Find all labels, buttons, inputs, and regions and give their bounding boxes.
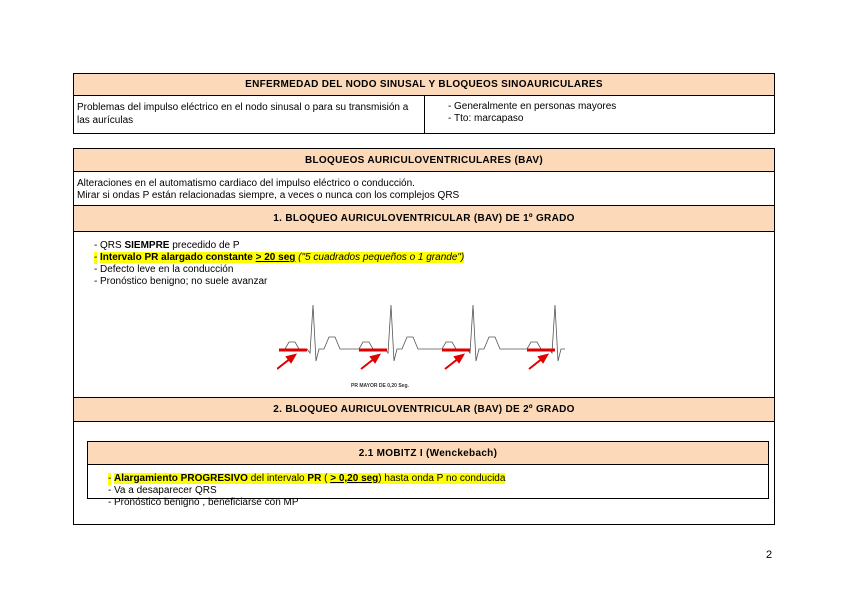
- page-number: 2: [766, 549, 773, 561]
- red-arrow-icon: [445, 355, 463, 369]
- list-item: - Intervalo PR alargado constante > 20 seg ("5 cuadrados pequeños o 1 grande"): [94, 252, 465, 263]
- bav-description-line1: Alteraciones en el automatismo cardiaco del impulso eléctrico o conducción.: [77, 178, 415, 189]
- ecg-caption: PR MAYOR DE 0,20 Seg.: [351, 383, 409, 389]
- bav-table: [73, 148, 775, 525]
- mobitz1-header: 2.1 MOBITZ I (Wenckebach): [88, 442, 768, 465]
- red-arrow-icon: [361, 355, 379, 369]
- ecg-trace: [279, 305, 565, 361]
- list-item: - Pronóstico benigno , beneficiarse con MP: [108, 497, 299, 508]
- red-arrow-icon: [277, 355, 295, 369]
- sinus-node-table: [73, 73, 775, 134]
- bav-description: [74, 172, 774, 206]
- mobitz1-table: [87, 441, 769, 508]
- bav1-content: [74, 232, 774, 398]
- bav-header: BLOQUEOS AURICULOVENTRICULARES (BAV): [74, 149, 774, 172]
- list-item: - Pronóstico benigno; no suele avanzar: [94, 276, 268, 287]
- bav-description-line2: Mirar si ondas P están relacionadas siempre, a veces o nunca con los complejos QRS: [77, 190, 460, 201]
- list-item: - Va a desaparecer QRS: [108, 485, 217, 496]
- sinus-node-notes: [425, 96, 774, 133]
- list-item: - Tto: marcapaso: [448, 113, 524, 124]
- list-item: - Defecto leve en la conducción: [94, 264, 234, 275]
- ecg-strip-image: [277, 301, 567, 396]
- bav2-content: [74, 422, 774, 522]
- bav2-header: 2. BLOQUEO AURICULOVENTRICULAR (BAV) DE 2º GRADO: [74, 398, 774, 422]
- list-item: - QRS SIEMPRE precedido de P: [94, 240, 240, 251]
- list-item: - Generalmente en personas mayores: [448, 101, 617, 112]
- sinus-node-header: ENFERMEDAD DEL NODO SINUSAL Y BLOQUEOS SINOAURICULARES: [74, 74, 774, 96]
- list-item: - Alargamiento PROGRESIVO del intervalo PR ( > 0,20 seg) hasta onda P no conducida: [108, 473, 506, 484]
- red-arrow-icon: [529, 355, 547, 369]
- sinus-node-description: Problemas del impulso eléctrico en el nodo sinusal o para su transmisión a las aurículas: [74, 96, 425, 133]
- bav1-header: 1. BLOQUEO AURICULOVENTRICULAR (BAV) DE 1º GRADO: [74, 206, 774, 232]
